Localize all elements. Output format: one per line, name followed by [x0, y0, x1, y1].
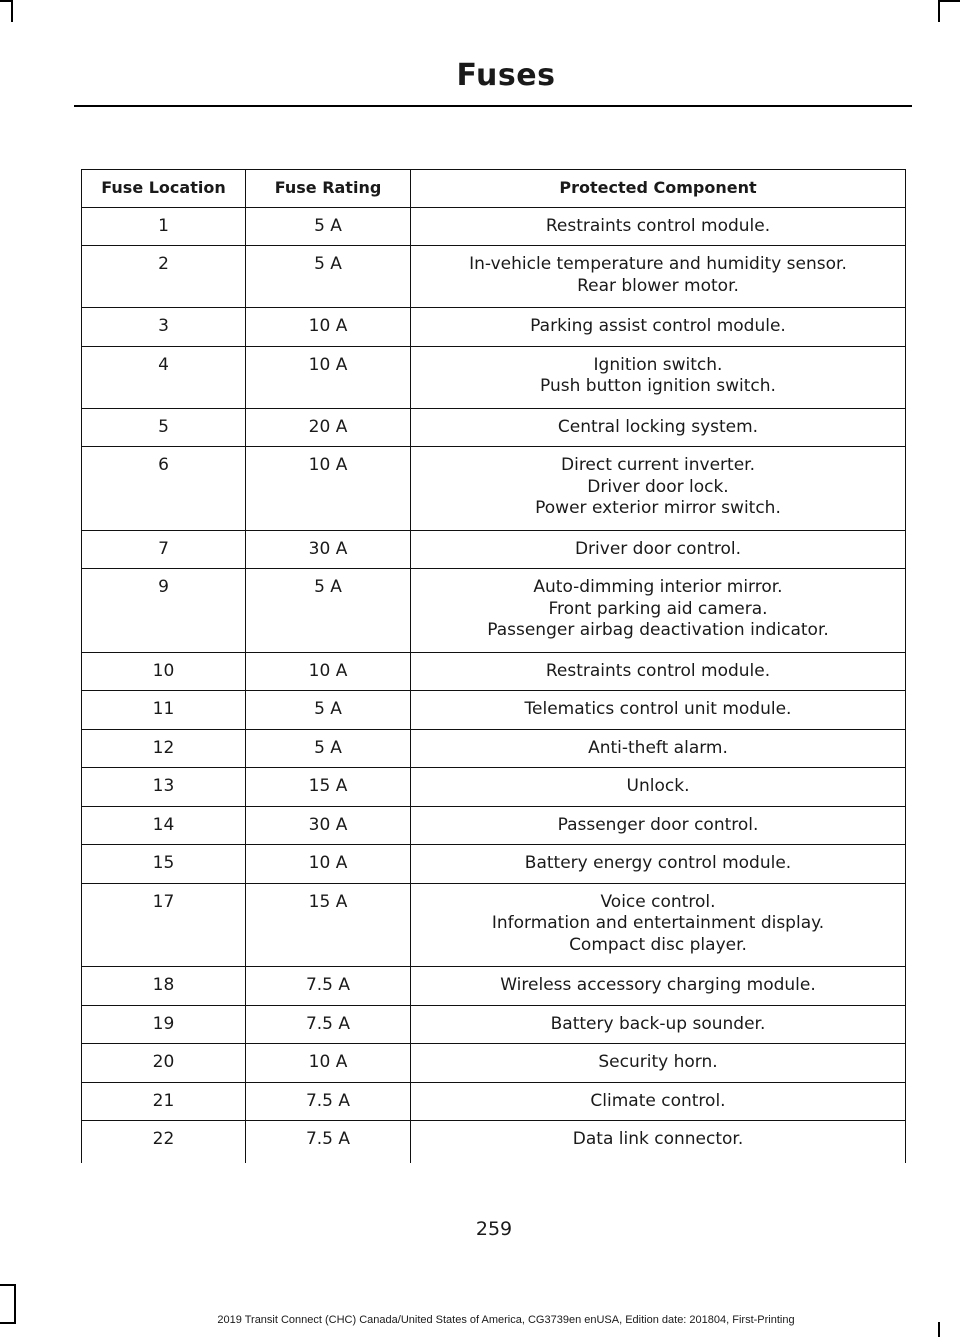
protected-component: [411, 768, 906, 807]
component-line: Restraints control module.: [545, 660, 771, 681]
component-line: Driver door control.: [574, 538, 742, 559]
component-line: Battery back-up sounder.: [550, 1013, 766, 1034]
fuse-rating: 5 A: [246, 207, 411, 246]
component-line: Unlock.: [626, 776, 690, 796]
column-header-protected-component: Protected Component: [411, 170, 906, 208]
protected-component: [411, 883, 906, 967]
fuse-rating: 30 A: [246, 530, 411, 569]
protected-component: [411, 246, 906, 308]
protected-component: [411, 408, 906, 447]
protected-component: [411, 1044, 906, 1083]
fuse-rating: 30 A: [246, 806, 411, 845]
fuse-rating: 5 A: [246, 691, 411, 730]
component-line: Rear blower motor.: [577, 275, 739, 296]
fuse-location: 9: [82, 569, 246, 653]
component-line: Direct current inverter.: [561, 455, 755, 475]
table-row: [82, 530, 906, 569]
table-row: [82, 806, 906, 845]
protected-component: [411, 346, 906, 408]
fuse-location: 3: [82, 308, 246, 347]
fuse-location: 6: [82, 447, 246, 531]
table-row: [82, 967, 906, 1006]
component-line: Power exterior mirror switch.: [535, 498, 781, 518]
fuse-rating: 15 A: [246, 883, 411, 967]
crop-mark-bottom-left: [0, 1284, 15, 1286]
table-row: [82, 1121, 906, 1163]
footer-edition-info: 2019 Transit Connect (CHC) Canada/United States of America, CG3739en enUSA, Edition date: 201804, First-Printing: [217, 1314, 795, 1326]
table-header-row: [82, 170, 906, 208]
protected-component: [411, 729, 906, 768]
fuse-location: 18: [82, 967, 246, 1006]
protected-component: [411, 1121, 906, 1163]
component-line: In-vehicle temperature and humidity sensor.: [469, 254, 847, 274]
component-line: Push button ignition switch.: [540, 376, 776, 396]
fuse-table: [81, 169, 906, 1163]
crop-mark-top-right: [939, 0, 960, 2]
fuse-location: 1: [82, 207, 246, 246]
protected-component: [411, 806, 906, 845]
table-row: [82, 246, 906, 308]
table-row: [82, 569, 906, 653]
table-row: [82, 308, 906, 347]
protected-component: [411, 447, 906, 531]
fuse-location: 17: [82, 883, 246, 967]
protected-component: [411, 1082, 906, 1121]
protected-component: [411, 1005, 906, 1044]
fuse-rating: 5 A: [246, 569, 411, 653]
fuse-rating: 5 A: [246, 246, 411, 308]
fuse-rating: 15 A: [246, 768, 411, 807]
fuse-rating: 10 A: [246, 1044, 411, 1083]
component-line: Driver door lock.: [587, 476, 729, 497]
fuse-rating: 7.5 A: [246, 1005, 411, 1044]
table-row: [82, 691, 906, 730]
fuse-rating: 5 A: [246, 729, 411, 768]
table-row: [82, 207, 906, 246]
table-row: [82, 729, 906, 768]
component-line: Anti-theft alarm.: [588, 737, 728, 758]
component-line: Passenger door control.: [557, 814, 759, 835]
fuse-rating: 10 A: [246, 447, 411, 531]
page-number: 259: [475, 1218, 513, 1240]
component-line: Passenger airbag deactivation indicator.: [487, 620, 829, 640]
fuse-location: 2: [82, 246, 246, 308]
component-line: Security horn.: [598, 1052, 718, 1072]
component-line: Restraints control module.: [545, 215, 771, 236]
fuse-location: 21: [82, 1082, 246, 1121]
table-row: [82, 1044, 906, 1083]
component-line: Auto-dimming interior mirror.: [533, 577, 783, 597]
fuse-location: 19: [82, 1005, 246, 1044]
component-line: Parking assist control module.: [530, 316, 786, 336]
column-header-fuse-rating: Fuse Rating: [246, 170, 411, 208]
component-line: Battery energy control module.: [524, 853, 792, 873]
fuse-location: 13: [82, 768, 246, 807]
fuse-location: 22: [82, 1121, 246, 1163]
fuse-location: 11: [82, 691, 246, 730]
fuse-rating: 7.5 A: [246, 1121, 411, 1163]
component-line: Information and entertainment display.: [491, 913, 825, 933]
table-row: [82, 346, 906, 408]
component-line: Compact disc player.: [569, 934, 747, 955]
column-header-fuse-location: Fuse Location: [82, 170, 246, 208]
table-row: [82, 883, 906, 967]
fuse-location: 14: [82, 806, 246, 845]
table-row: [82, 652, 906, 691]
component-line: Wireless accessory charging module.: [500, 975, 816, 995]
fuse-rating: 20 A: [246, 408, 411, 447]
table-row: [82, 845, 906, 884]
component-line: Ignition switch.: [593, 354, 723, 375]
fuse-location: 15: [82, 845, 246, 884]
component-line: Central locking system.: [557, 416, 759, 437]
crop-mark-top-right: [938, 0, 940, 22]
table-row: [82, 408, 906, 447]
fuse-rating: 10 A: [246, 652, 411, 691]
protected-component: [411, 308, 906, 347]
fuse-location: 12: [82, 729, 246, 768]
table-row: [82, 1082, 906, 1121]
fuse-location: 7: [82, 530, 246, 569]
fuse-rating: 10 A: [246, 845, 411, 884]
component-line: Climate control.: [590, 1090, 726, 1111]
component-line: Voice control.: [600, 891, 716, 912]
component-line: Telematics control unit module.: [524, 699, 792, 719]
table-row: [82, 768, 906, 807]
crop-mark-top-left: [11, 0, 13, 22]
fuse-rating: 7.5 A: [246, 967, 411, 1006]
page-title: Fuses: [456, 58, 556, 93]
protected-component: [411, 691, 906, 730]
fuse-location: 5: [82, 408, 246, 447]
table-row: [82, 1005, 906, 1044]
protected-component: [411, 967, 906, 1006]
protected-component: [411, 530, 906, 569]
fuse-rating: 10 A: [246, 346, 411, 408]
protected-component: [411, 569, 906, 653]
component-line: Data link connector.: [572, 1129, 744, 1149]
fuse-location: 20: [82, 1044, 246, 1083]
fuse-location: 4: [82, 346, 246, 408]
fuse-rating: 10 A: [246, 308, 411, 347]
protected-component: [411, 845, 906, 884]
title-divider: [74, 105, 912, 107]
table-row: [82, 447, 906, 531]
component-line: Front parking aid camera.: [548, 598, 768, 619]
protected-component: [411, 207, 906, 246]
protected-component: [411, 652, 906, 691]
fuse-location: 10: [82, 652, 246, 691]
fuse-rating: 7.5 A: [246, 1082, 411, 1121]
